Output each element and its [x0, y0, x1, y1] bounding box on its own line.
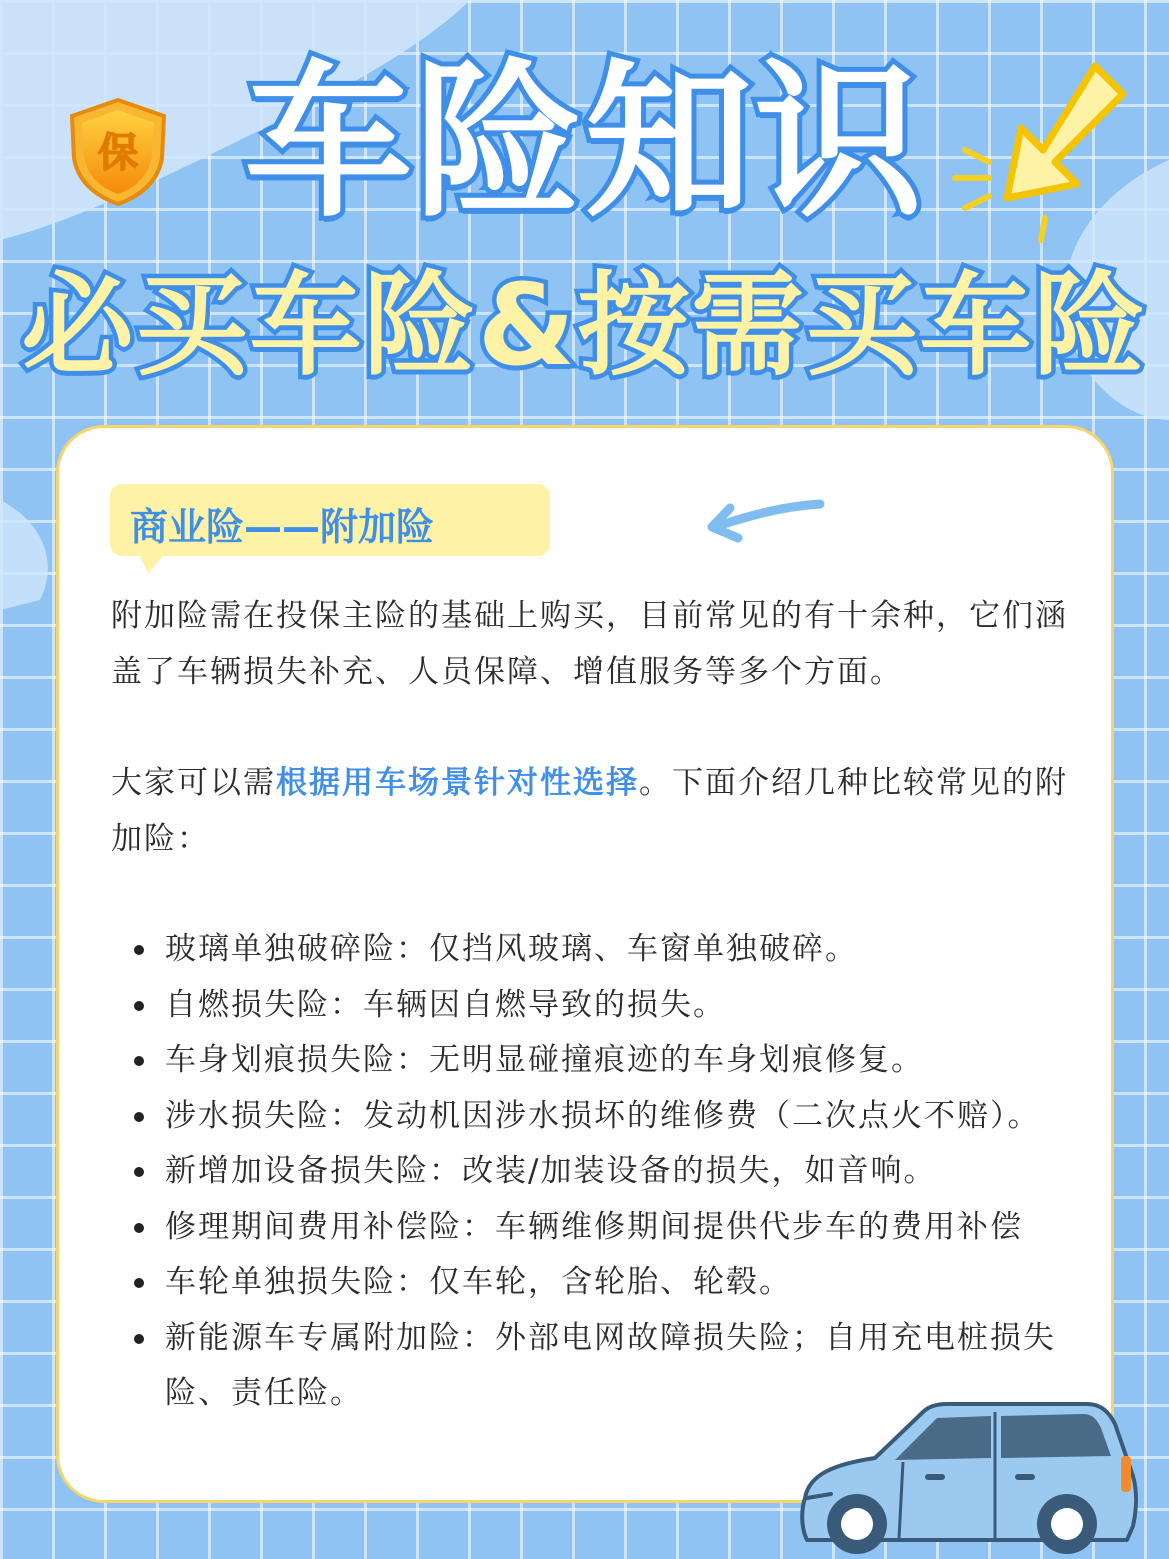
- list-item: 修理期间费用补偿险：车辆维修期间提供代步车的费用补偿: [130, 1200, 1080, 1256]
- car-illustration: [795, 1398, 1140, 1559]
- rider-list: [130, 922, 1080, 1422]
- section-label: 商业险——附加险: [130, 505, 435, 549]
- guide-paragraph: [111, 755, 1071, 867]
- arrow-left-icon: [700, 496, 830, 546]
- badge-char: 保: [98, 130, 138, 176]
- section-tag-tail: [138, 552, 168, 576]
- list-item: 车身划痕损失险：无明显碰撞痕迹的车身划痕修复。: [130, 1033, 1080, 1089]
- list-item: 新能源车专属附加险：外部电网故障损失险；自用充电桩损失险、责任险。: [130, 1311, 1080, 1422]
- list-item: 自燃损失险：车辆因自燃导致的损失。: [130, 978, 1080, 1034]
- guide-text-before: 大家可以需: [111, 765, 276, 801]
- guide-highlight: 根据用车场景针对性选择: [276, 765, 639, 801]
- intro-paragraph: 附加险需在投保主险的基础上购买，目前常见的有十余种，它们涵盖了车辆损失补充、人员保障、增值服务等多个方面。: [111, 598, 1068, 690]
- list-item: 玻璃单独破碎险：仅挡风玻璃、车窗单独破碎。: [130, 922, 1080, 978]
- list-item: 新增加设备损失险：改装/加装设备的损失，如音响。: [130, 1144, 1080, 1200]
- list-item: 涉水损失险：发动机因涉水损坏的维修费（二次点火不赔）。: [130, 1089, 1080, 1145]
- page-subtitle: 必买车险&按需买车险: [21, 261, 1148, 391]
- list-item: 车轮单独损失险：仅车轮，含轮胎、轮毂。: [130, 1255, 1080, 1311]
- page-title: 车险知识: [244, 44, 925, 240]
- arrow-down-left-icon: [945, 58, 1135, 248]
- guide-text-after: 。下面介绍几种比较常见的附加险：: [111, 765, 1068, 857]
